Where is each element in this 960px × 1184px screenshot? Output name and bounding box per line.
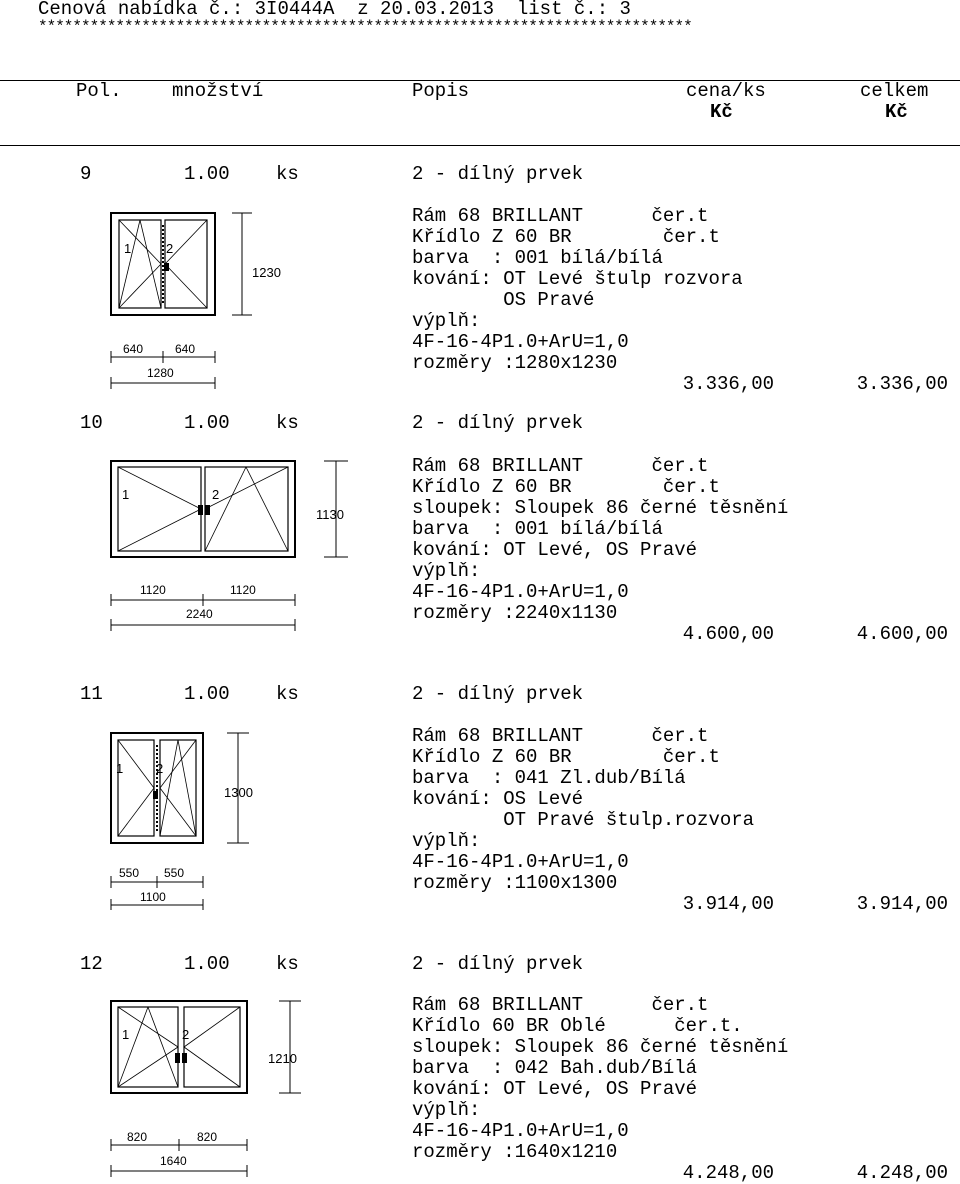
- item-line: OT Pravé štulp.rozvora: [412, 809, 755, 831]
- width-dim-1: 1120: [140, 583, 166, 597]
- item-unit: ks: [276, 953, 299, 975]
- item-line: kování: OT Levé, OS Pravé: [412, 539, 698, 561]
- item-total: 4.248,00: [856, 1162, 948, 1184]
- item-line: Křídlo Z 60 BR čer.t: [412, 476, 720, 498]
- width-dim-total: 1100: [140, 890, 166, 904]
- width-dim-2: 640: [175, 342, 196, 356]
- item-line: Křídlo Z 60 BR čer.t: [412, 746, 720, 768]
- item-title: 2 - dílný prvek: [412, 412, 584, 434]
- item-title: 2 - dílný prvek: [412, 953, 584, 975]
- item-line: barva : 041 Zl.dub/Bílá: [412, 767, 686, 789]
- col-price-unit: Kč: [710, 101, 733, 123]
- item-line: 4F-16-4P1.0+ArU=1,0: [412, 581, 629, 603]
- width-dim-2: 550: [164, 866, 185, 880]
- item-unit: ks: [276, 412, 299, 434]
- document-title: Cenová nabídka č.: 3I0444A z 20.03.2013 list č.: 3: [38, 0, 631, 20]
- item-line: Rám 68 BRILLANT čer.t: [412, 994, 709, 1016]
- sash-label-2: 2: [182, 1027, 190, 1042]
- item-line: OS Pravé: [412, 289, 595, 311]
- item-title: 2 - dílný prvek: [412, 163, 584, 185]
- item-line: Rám 68 BRILLANT čer.t: [412, 725, 709, 747]
- item-line: výplň:: [412, 830, 481, 852]
- window-drawing: [100, 725, 280, 910]
- col-total-unit: Kč: [885, 101, 908, 123]
- col-pol: Pol.: [76, 80, 122, 102]
- sash-label-1: 1: [122, 1027, 130, 1042]
- item-line: kování: OT Levé, OS Pravé: [412, 1078, 698, 1100]
- item-line: výplň:: [412, 560, 481, 582]
- item-qty: 1.00: [184, 163, 230, 185]
- item-line: Křídlo Z 60 BR čer.t: [412, 226, 720, 248]
- item-pos: 10: [80, 412, 103, 434]
- item-pos: 9: [80, 163, 92, 185]
- item-line: sloupek: Sloupek 86 černé těsnění: [412, 1036, 789, 1058]
- item-line: Rám 68 BRILLANT čer.t: [412, 455, 709, 477]
- height-dim: 1210: [268, 1051, 297, 1066]
- item-line: výplň:: [412, 1099, 481, 1121]
- window-drawing: [100, 455, 360, 635]
- item-line: rozměry :2240x1130: [412, 602, 618, 624]
- sash-label-2: 2: [212, 487, 220, 502]
- window-drawing: [100, 205, 300, 395]
- item-price: 4.600,00: [682, 623, 774, 645]
- item-qty: 1.00: [184, 412, 230, 434]
- divider: [0, 145, 960, 146]
- sash-label-2: 2: [156, 761, 164, 776]
- item-qty: 1.00: [184, 683, 230, 705]
- sash-label-1: 1: [124, 241, 132, 256]
- item-line: výplň:: [412, 310, 481, 332]
- item-title: 2 - dílný prvek: [412, 683, 584, 705]
- item-line: rozměry :1640x1210: [412, 1141, 618, 1163]
- item-line: kování: OT Levé štulp rozvora: [412, 268, 743, 290]
- width-dim-total: 2240: [186, 607, 213, 621]
- header-stars: ****************************************************************************: [38, 18, 692, 36]
- sash-label-1: 1: [116, 761, 124, 776]
- item-qty: 1.00: [184, 953, 230, 975]
- col-price: cena/ks: [686, 80, 766, 102]
- item-line: sloupek: Sloupek 86 černé těsnění: [412, 497, 789, 519]
- divider: [0, 80, 960, 81]
- item-unit: ks: [276, 163, 299, 185]
- width-dim-2: 1120: [230, 583, 256, 597]
- item-line: 4F-16-4P1.0+ArU=1,0: [412, 851, 629, 873]
- item-line: rozměry :1100x1300: [412, 872, 618, 894]
- width-dim-total: 1640: [160, 1154, 187, 1168]
- window-drawing: [100, 995, 320, 1180]
- item-price: 4.248,00: [682, 1162, 774, 1184]
- sash-label-2: 2: [166, 241, 174, 256]
- item-total: 4.600,00: [856, 623, 948, 645]
- sash-label-1: 1: [122, 487, 130, 502]
- item-line: Křídlo 60 BR Oblé čer.t.: [412, 1015, 743, 1037]
- item-line: 4F-16-4P1.0+ArU=1,0: [412, 331, 629, 353]
- item-price: 3.914,00: [682, 893, 774, 915]
- item-line: barva : 001 bílá/bílá: [412, 247, 663, 269]
- item-line: 4F-16-4P1.0+ArU=1,0: [412, 1120, 629, 1142]
- width-dim-total: 1280: [147, 366, 174, 380]
- width-dim-1: 550: [119, 866, 140, 880]
- width-dim-1: 820: [127, 1130, 148, 1144]
- width-dim-1: 640: [123, 342, 144, 356]
- item-unit: ks: [276, 683, 299, 705]
- col-total: celkem: [860, 80, 929, 102]
- height-dim: 1230: [252, 265, 281, 280]
- item-line: barva : 042 Bah.dub/Bílá: [412, 1057, 698, 1079]
- item-line: barva : 001 bílá/bílá: [412, 518, 663, 540]
- item-line: Rám 68 BRILLANT čer.t: [412, 205, 709, 227]
- item-line: kování: OS Levé: [412, 788, 584, 810]
- height-dim: 1130: [316, 507, 344, 522]
- width-dim-2: 820: [197, 1130, 218, 1144]
- col-qty: množství: [172, 80, 264, 102]
- item-price: 3.336,00: [682, 373, 774, 395]
- col-desc: Popis: [412, 80, 470, 102]
- item-total: 3.336,00: [856, 373, 948, 395]
- item-pos: 11: [80, 683, 103, 705]
- height-dim: 1300: [224, 785, 253, 800]
- item-line: rozměry :1280x1230: [412, 352, 618, 374]
- item-total: 3.914,00: [856, 893, 948, 915]
- item-pos: 12: [80, 953, 103, 975]
